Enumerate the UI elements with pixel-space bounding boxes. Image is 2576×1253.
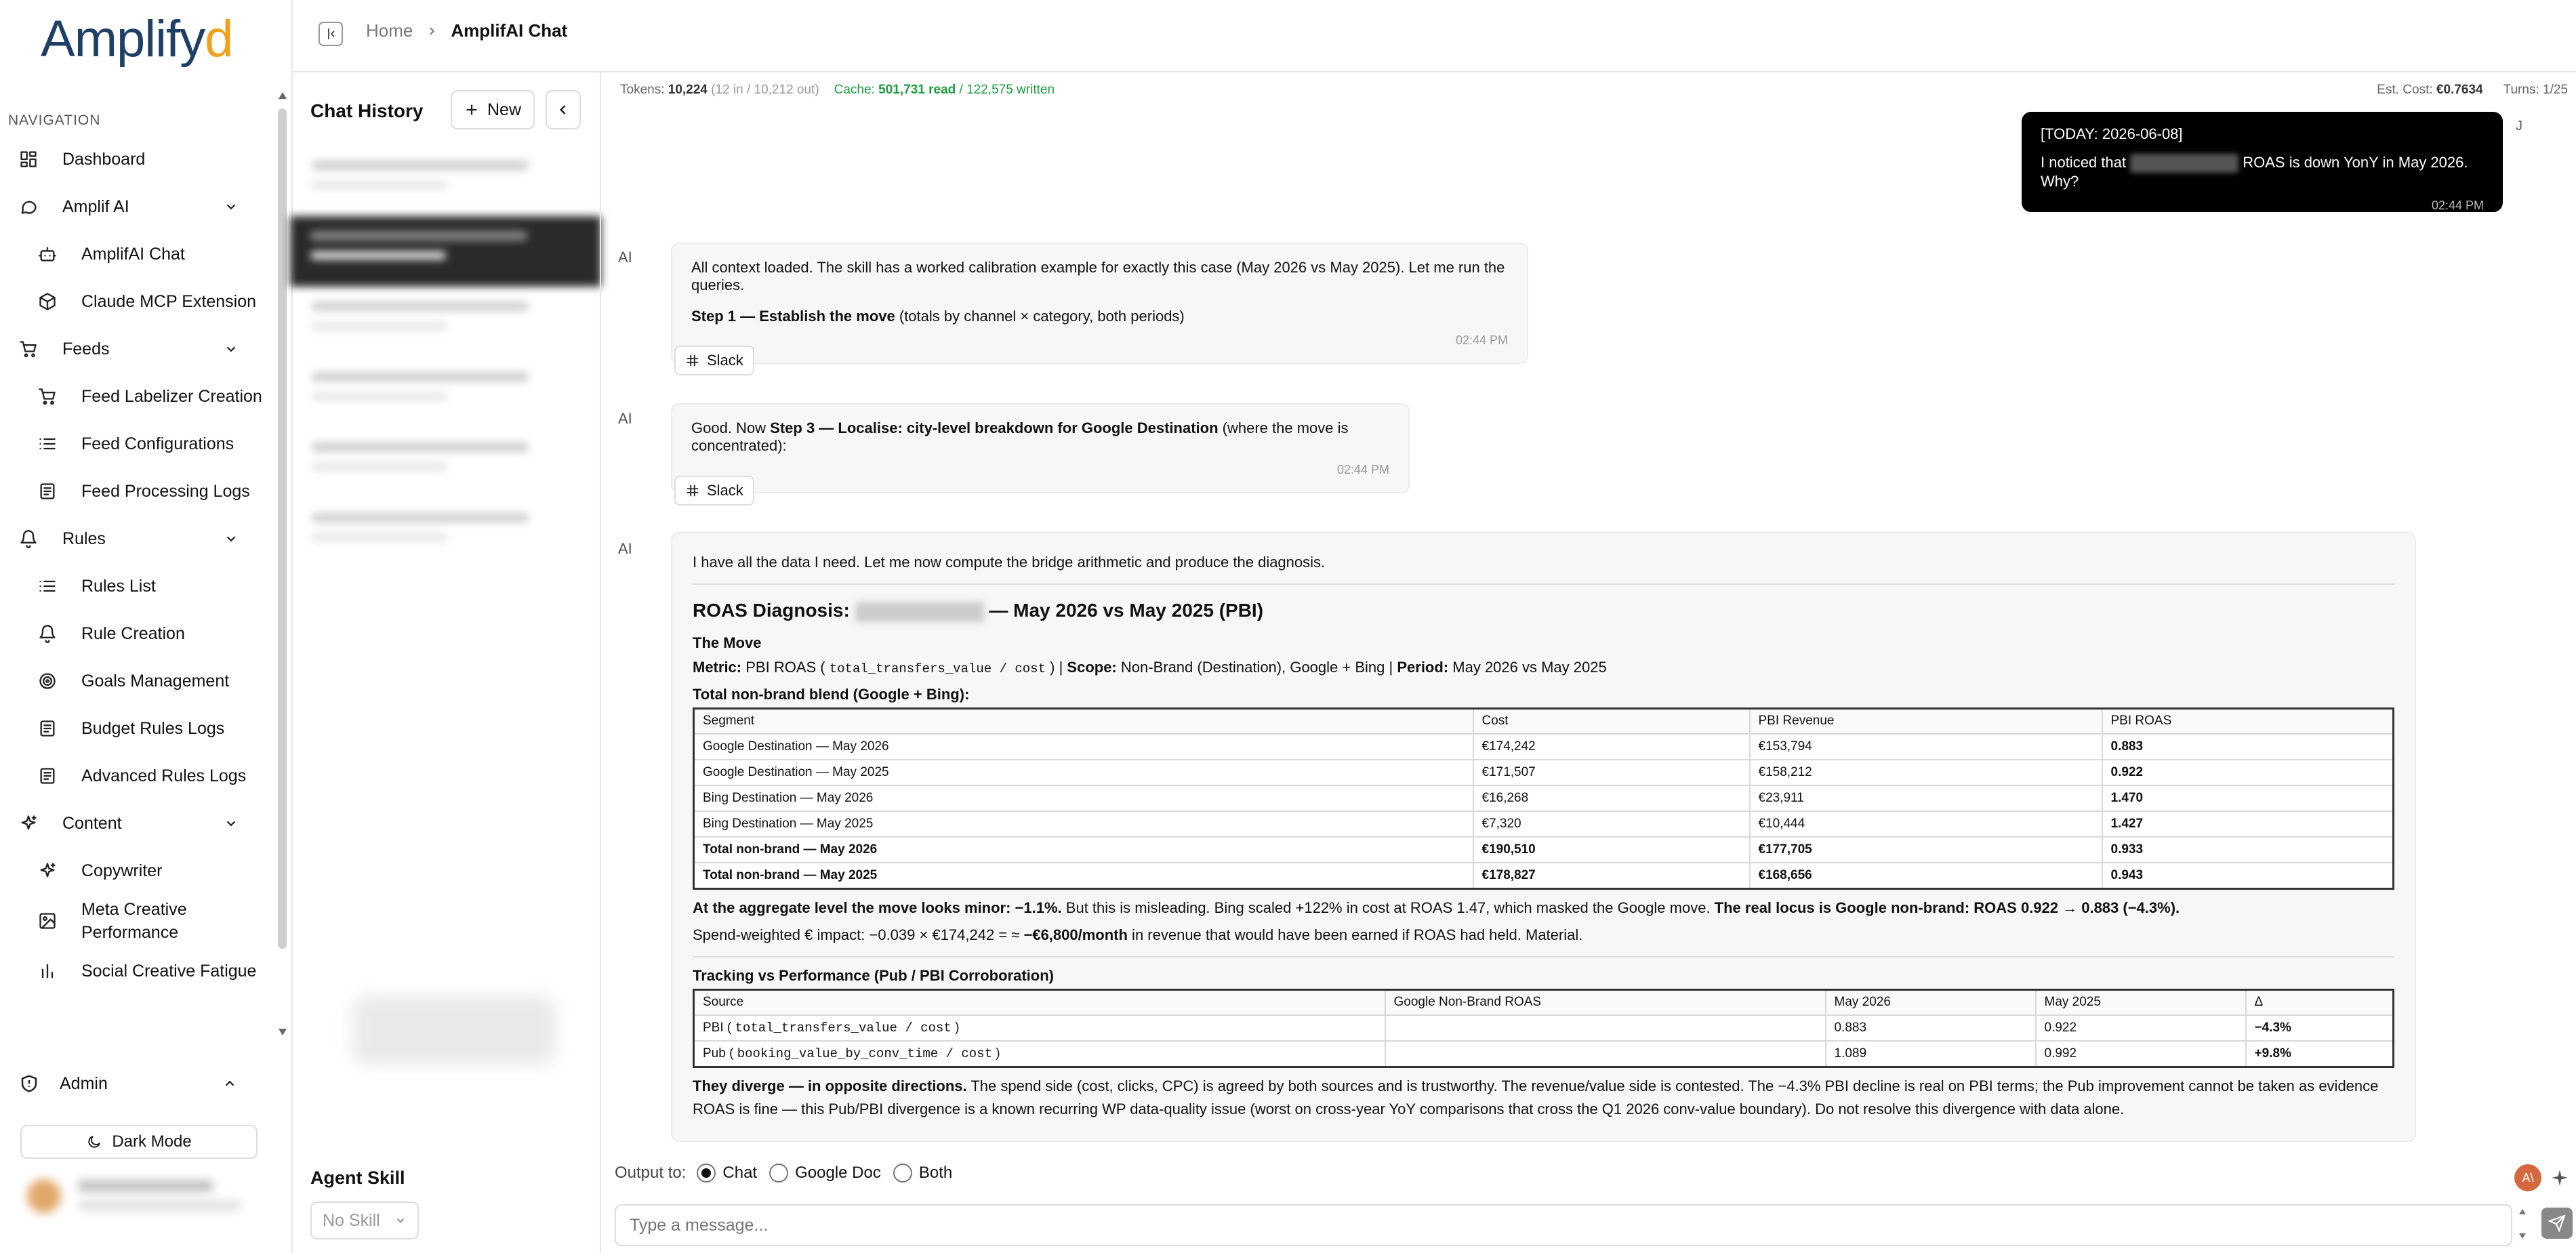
table-row	[694, 760, 2394, 785]
nav-item-label: Feed Labelizer Creation	[81, 386, 262, 406]
slack-tool-button[interactable]	[674, 476, 754, 506]
history-item[interactable]	[291, 146, 600, 216]
chevron-down-icon	[224, 816, 239, 831]
table-cell: €171,507	[1473, 760, 1750, 785]
table-row	[694, 785, 2394, 811]
diagnosis-message	[671, 532, 2416, 1142]
table-cell: Bing Destination — May 2026	[694, 785, 1473, 811]
table-cell: 0.883	[1826, 1015, 2036, 1041]
nav-item-label: Feed Configurations	[81, 434, 234, 453]
user-profile[interactable]	[27, 1172, 230, 1220]
table-cell: 1.470	[2102, 785, 2394, 811]
chevron-right-icon	[426, 26, 437, 37]
sparkles-icon	[34, 857, 61, 884]
table-cell	[1385, 1041, 1826, 1067]
cost-stat: Est. Cost: €0.7634	[2377, 83, 2483, 97]
divider	[693, 956, 2394, 958]
nav-item-amplifai-chat[interactable]	[0, 230, 268, 278]
user-message-text: I noticed that ROAS is down YonY in May 2026. Why?	[2041, 154, 2468, 190]
nav-item-feeds[interactable]	[0, 325, 268, 373]
bar-chart-icon	[34, 958, 61, 985]
output-option-both[interactable]	[893, 1164, 952, 1183]
send-button[interactable]	[2541, 1208, 2573, 1239]
ai-label: AI	[618, 540, 632, 557]
blend-heading: Total non-brand blend (Google + Bing):	[693, 685, 970, 703]
table-cell: 1.427	[2102, 811, 2394, 837]
admin-label: Admin	[60, 1073, 108, 1093]
box-icon	[34, 288, 61, 315]
nav-item-meta-creative-performance[interactable]	[0, 895, 268, 947]
message-timestamp: 02:44 PM	[1336, 463, 1389, 476]
column-header: Google Non-Brand ROAS	[1385, 989, 1826, 1015]
cart-icon	[34, 383, 61, 410]
redacted-text	[2130, 154, 2238, 173]
radio-button[interactable]	[893, 1164, 912, 1183]
nav-item-rules[interactable]	[0, 515, 268, 562]
admin-menu[interactable]	[19, 1067, 263, 1100]
nav-item-amplif-ai[interactable]	[0, 183, 268, 230]
column-header: Δ	[2246, 989, 2394, 1015]
nav-item-label: Feeds	[62, 339, 110, 358]
agent-skill-value: No Skill	[323, 1210, 380, 1230]
robot-icon	[34, 241, 61, 268]
aggregate-note: At the aggregate level the move looks minor: −1.1%. But this is misleading. Bing scaled +122% in cost at ROAS 1.47, which masked the Google move. The real locus is Google non-brand: ROAS 0.922 → 0.883 (−4.3%).	[693, 899, 2180, 916]
chat-history-list	[291, 146, 600, 569]
tokens-stat: Tokens: 10,224 (12 in / 10,212 out)	[620, 83, 819, 97]
history-item-active[interactable]	[290, 216, 601, 287]
nav-item-label: Claude MCP Extension	[81, 291, 257, 311]
chevron-left-icon	[556, 103, 570, 117]
blend-table	[693, 707, 2394, 890]
history-item[interactable]	[291, 287, 600, 357]
sparkle-icon[interactable]	[2550, 1168, 2569, 1187]
diverge-note: They diverge — in opposite directions. The spend side (cost, clicks, CPC) is agreed by both sources and is trustworthy. The revenue/value side is contested. The −4.3% PBI decline is real on PBI terms; the Pub improvement cannot be taken as evidence ROAS is fine — this Pub/PBI divergence is a known recurring WP data-quality issue (worst on cross-year YoY comparisons that cross the Q1 2026 conv-value boundary). Do not resolve this divergence with data alone.	[693, 1077, 2379, 1117]
nav-item-content[interactable]	[0, 800, 268, 847]
list-icon	[34, 430, 61, 457]
history-item[interactable]	[291, 428, 600, 498]
column-header: PBI ROAS	[2102, 708, 2394, 734]
table-cell: €178,827	[1473, 863, 1750, 888]
user-message	[2022, 112, 2503, 212]
table-header-row	[694, 989, 2394, 1015]
table-cell: €168,656	[1750, 863, 2102, 888]
nav-item-label: Social Creative Fatigue	[81, 961, 257, 981]
column-header: May 2026	[1826, 989, 2036, 1015]
radio-button[interactable]	[697, 1164, 716, 1183]
table-cell: Google Destination — May 2026	[694, 734, 1473, 760]
dashboard-icon	[15, 146, 42, 173]
table-cell: 0.943	[2102, 863, 2394, 888]
log-icon	[34, 715, 61, 742]
breadcrumb	[366, 20, 567, 41]
tracking-heading: Tracking vs Performance (Pub / PBI Corroboration)	[693, 966, 1054, 984]
nav-item-label: AmplifAI Chat	[81, 244, 185, 264]
sidebar-toggle-button[interactable]	[319, 22, 343, 46]
table-cell: +9.8%	[2246, 1041, 2394, 1067]
token-status	[620, 83, 1055, 98]
column-header: May 2025	[2036, 989, 2246, 1015]
table-cell: 0.922	[2102, 760, 2394, 785]
user-avatar-initial: J	[2516, 119, 2522, 133]
nav-item-copywriter[interactable]	[0, 847, 268, 895]
sidebar-nav	[0, 136, 268, 995]
chevron-down-icon	[224, 199, 239, 214]
table-cell: Google Destination — May 2025	[694, 760, 1473, 785]
table-row	[694, 734, 2394, 760]
move-heading: The Move	[693, 634, 762, 651]
target-icon	[34, 667, 61, 695]
nav-item-budget-rules-logs[interactable]	[0, 705, 268, 752]
table-cell	[1385, 1015, 1826, 1041]
image-icon	[34, 907, 61, 934]
table-cell: 0.933	[2102, 837, 2394, 863]
model-avatar[interactable]: A\	[2514, 1164, 2541, 1191]
nav-item-dashboard[interactable]	[0, 136, 268, 183]
message-timestamp: 02:44 PM	[1455, 333, 1508, 347]
table-row	[694, 1015, 2394, 1041]
table-cell: €23,911	[1750, 785, 2102, 811]
nav-item-label: Advanced Rules Logs	[81, 766, 247, 785]
bell-icon	[15, 525, 42, 552]
table-row	[694, 811, 2394, 837]
sparkles-icon	[15, 810, 42, 837]
nav-item-social-creative-fatigue[interactable]	[0, 947, 268, 995]
cost-status	[2377, 83, 2568, 98]
new-chat-label: New	[487, 100, 521, 119]
nav-item-rules-list[interactable]	[0, 562, 268, 610]
table-header-row	[694, 708, 2394, 734]
slack-icon	[685, 483, 700, 498]
nav-item-claude-mcp-extension[interactable]	[0, 278, 268, 325]
chevron-down-icon	[224, 531, 239, 546]
chat-history-title: Chat History	[310, 100, 424, 121]
output-option-label: Google Doc	[795, 1164, 881, 1182]
turns-stat: Turns: 1/25	[2503, 83, 2568, 97]
diagnosis-intro: I have all the data I need. Let me now compute the bridge arithmetic and produce the diagnosis.	[693, 554, 1326, 571]
ai-message	[671, 403, 1410, 493]
output-label: Output to:	[615, 1164, 687, 1182]
cache-stat: Cache: 501,731 read / 122,575 written	[834, 83, 1055, 97]
metric-line: Metric: PBI ROAS ( total_transfers_value / cost ) | Scope: Non-Brand (Destination), Google + Bing | Period: May 2026 vs May 2025	[693, 658, 1607, 676]
ai-message	[671, 243, 1528, 364]
table-cell: €10,444	[1750, 811, 2102, 837]
nav-heading: NAVIGATION	[8, 112, 101, 128]
chevron-up-icon	[222, 1076, 237, 1091]
table-cell: −4.3%	[2246, 1015, 2394, 1041]
log-icon	[34, 478, 61, 505]
nav-item-goals-management[interactable]	[0, 657, 268, 705]
moon-icon	[86, 1134, 102, 1150]
tracking-table	[693, 989, 2394, 1068]
sidebar-scroll-thumb[interactable]	[278, 108, 287, 949]
table-cell: €190,510	[1473, 837, 1750, 863]
chevron-down-icon	[224, 342, 239, 356]
send-icon	[2548, 1214, 2566, 1232]
nav-item-label: Rule Creation	[81, 623, 185, 643]
history-tooltip	[352, 996, 556, 1064]
table-cell: 0.922	[2036, 1015, 2246, 1041]
output-option-google-doc[interactable]	[769, 1164, 881, 1183]
chevron-down-icon	[394, 1214, 407, 1227]
table-cell: Total non-brand — May 2026	[694, 837, 1473, 863]
table-cell: Pub ( booking_value_by_conv_time / cost )	[694, 1041, 1385, 1067]
ai-label: AI	[618, 410, 632, 427]
plus-icon	[464, 102, 479, 117]
list-icon	[34, 573, 61, 600]
table-row	[694, 1041, 2394, 1067]
message-timestamp: 02:44 PM	[2431, 199, 2484, 213]
nav-item-feed-configurations[interactable]	[0, 420, 268, 468]
cart-icon	[15, 335, 42, 363]
bell-icon	[34, 620, 61, 647]
table-cell: €16,268	[1473, 785, 1750, 811]
nav-item-feed-processing-logs[interactable]	[0, 468, 268, 515]
app-logo[interactable]: Amplifyd	[41, 10, 233, 68]
table-cell: 0.992	[2036, 1041, 2246, 1067]
output-option-label: Both	[918, 1164, 953, 1182]
ai-message-step: Step 1 — Establish the move (totals by channel × category, both periods)	[691, 308, 1185, 325]
table-cell: Total non-brand — May 2025	[694, 863, 1473, 888]
column-header: PBI Revenue	[1750, 708, 2102, 734]
nav-item-advanced-rules-logs[interactable]	[0, 752, 268, 800]
agent-skill-label: Agent Skill	[310, 1168, 405, 1188]
table-cell: €174,242	[1473, 734, 1750, 760]
tool-label: Slack	[707, 352, 743, 369]
table-cell: 1.089	[1826, 1041, 2036, 1067]
radio-button[interactable]	[769, 1164, 788, 1183]
history-item[interactable]	[291, 357, 600, 428]
table-cell: 0.883	[2102, 734, 2394, 760]
nav-item-label: Rules List	[81, 576, 156, 596]
table-cell: PBI ( total_transfers_value / cost )	[694, 1015, 1385, 1041]
table-row	[694, 863, 2394, 888]
nav-item-label: Goals Management	[81, 671, 230, 691]
nav-item-label: Meta Creative Performance	[81, 900, 187, 942]
breadcrumb-current: AmplifAI Chat	[451, 20, 568, 41]
nav-item-rule-creation[interactable]	[0, 610, 268, 657]
slack-tool-button[interactable]	[674, 346, 754, 375]
collapse-history-button[interactable]	[546, 90, 581, 129]
table-cell: Bing Destination — May 2025	[694, 811, 1473, 837]
agent-skill-select[interactable]	[310, 1201, 419, 1239]
ai-message-text: Good. Now Step 3 — Localise: city-level breakdown for Google Destination (where the move is concentrated):	[691, 419, 1349, 454]
nav-item-label: Copywriter	[81, 861, 163, 880]
breadcrumb-home[interactable]: Home	[366, 20, 413, 41]
output-selector	[615, 1164, 952, 1183]
output-option-chat[interactable]	[697, 1164, 757, 1183]
nav-item-label: Rules	[62, 529, 106, 548]
nav-item-feed-labelizer-creation[interactable]	[0, 373, 268, 420]
log-icon	[34, 762, 61, 789]
column-header: Cost	[1473, 708, 1750, 734]
column-header: Source	[694, 989, 1385, 1015]
history-divider	[600, 73, 601, 1253]
history-item[interactable]	[291, 498, 600, 569]
nav-item-label: Amplif AI	[62, 197, 129, 216]
ai-label: AI	[618, 249, 632, 266]
column-header: Segment	[694, 708, 1473, 734]
table-cell: €177,705	[1750, 837, 2102, 863]
impact-note: Spend-weighted € impact: −0.039 × €174,242 = ≈ −€6,800/month in revenue that would have been earned if ROAS had held. Material.	[693, 926, 1583, 943]
table-cell: €153,794	[1750, 734, 2102, 760]
shield-icon	[19, 1073, 39, 1094]
divider	[693, 583, 2394, 585]
table-cell: €158,212	[1750, 760, 2102, 785]
nav-item-label: Dashboard	[62, 149, 146, 169]
dark-mode-label: Dark Mode	[112, 1132, 192, 1151]
output-option-label: Chat	[722, 1164, 758, 1182]
nav-item-label: Budget Rules Logs	[81, 718, 225, 738]
nav-item-label: Feed Processing Logs	[81, 481, 250, 501]
slack-icon	[685, 353, 700, 368]
redacted-text	[855, 602, 984, 622]
ai-message-text: All context loaded. The skill has a worked calibration example for exactly this case (May 2026 vs May 2025). Let me run the queries.	[691, 259, 1505, 293]
nav-item-label: Content	[62, 813, 122, 833]
dark-mode-button[interactable]	[20, 1125, 258, 1159]
diagnosis-title: ROAS Diagnosis: — May 2026 vs May 2025 (PBI)	[693, 600, 1264, 621]
input-resize-icon[interactable]	[2517, 1206, 2528, 1241]
header-divider	[293, 71, 2576, 73]
chat-bubble-icon	[15, 193, 42, 220]
message-input[interactable]	[615, 1204, 2512, 1246]
user-message-date: [TODAY: 2026-06-08]	[2041, 125, 2183, 142]
new-chat-button[interactable]	[451, 90, 535, 129]
tool-label: Slack	[707, 482, 743, 499]
table-cell: €7,320	[1473, 811, 1750, 837]
table-row	[694, 837, 2394, 863]
